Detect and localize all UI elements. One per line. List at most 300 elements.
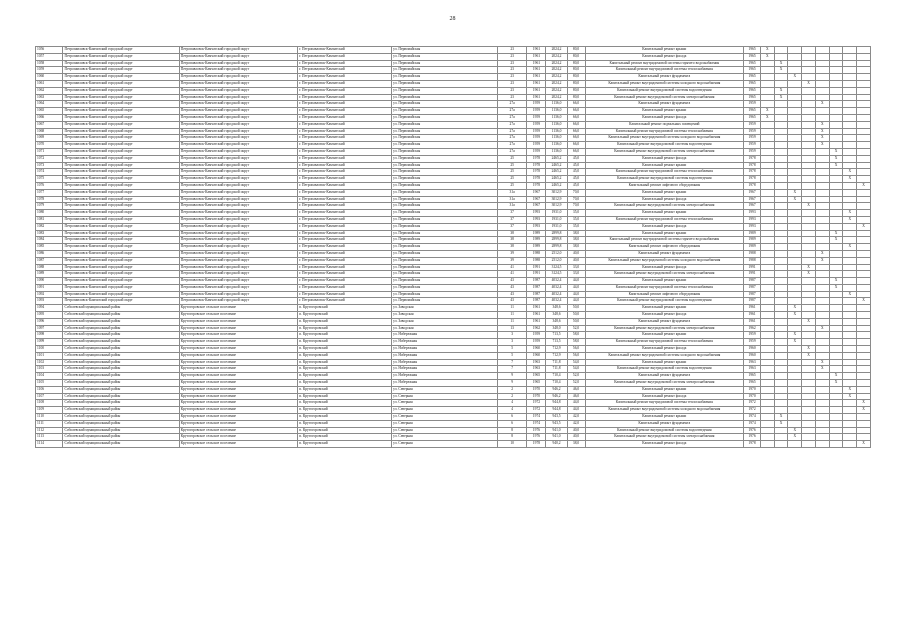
cell-m4 <box>802 380 816 387</box>
cell-city: п. Крутогоровский <box>298 305 392 312</box>
cell-city: г. Петропавловск-Камчатский <box>298 135 392 142</box>
cell-m4 <box>802 291 816 298</box>
cell-id: 1061 <box>36 80 63 87</box>
cell-year_plan: 1988 <box>744 257 761 264</box>
cell-m6 <box>829 346 843 353</box>
cell-year: 1959 <box>527 135 546 142</box>
cell-wear: 50,0 <box>567 312 585 319</box>
cell-m5 <box>815 271 829 278</box>
table-row <box>36 427 871 434</box>
cell-m6: X <box>829 155 843 162</box>
cell-area: 711,8 <box>546 366 567 373</box>
table-row <box>36 148 871 155</box>
cell-year: 1961 <box>527 94 546 101</box>
cell-m6 <box>829 366 843 373</box>
cell-m8 <box>857 67 871 74</box>
cell-wear: 50,0 <box>567 305 585 312</box>
cell-settlement: Петропавловск-Камчатский городской округ <box>179 271 297 278</box>
cell-m7 <box>843 414 857 421</box>
cell-work: Капитальный ремонт внутридомовой системы теплоснабжения <box>585 284 744 291</box>
cell-m3 <box>788 114 802 121</box>
cell-m7: X <box>843 169 857 176</box>
cell-city: г. Петропавловск-Камчатский <box>298 189 392 196</box>
cell-id: 1068 <box>36 128 63 135</box>
cell-municipality: Петропавловск-Камчатский городской округ <box>63 114 179 121</box>
cell-year: 1978 <box>527 441 546 448</box>
cell-m6 <box>829 244 843 251</box>
cell-area: 1931,0 <box>546 223 567 230</box>
cell-municipality: Петропавловск-Камчатский городской округ <box>63 162 179 169</box>
cell-area: 1136,0 <box>546 128 567 135</box>
cell-street: ул. Первомайская <box>392 108 498 115</box>
cell-m4 <box>802 155 816 162</box>
cell-year_plan: 1959 <box>744 142 761 149</box>
cell-m4 <box>802 74 816 81</box>
cell-m1 <box>760 60 774 67</box>
cell-m5 <box>815 216 829 223</box>
cell-m3 <box>788 278 802 285</box>
cell-municipality: Петропавловск-Камчатский городской округ <box>63 284 179 291</box>
cell-city: п. Крутогоровский <box>298 312 392 319</box>
cell-m6: X <box>829 230 843 237</box>
cell-year_plan: 1991 <box>744 271 761 278</box>
cell-street: ул. Первомайская <box>392 182 498 189</box>
cell-year_plan: 1967 <box>744 203 761 210</box>
cell-m4 <box>802 393 816 400</box>
cell-year: 1959 <box>527 128 546 135</box>
cell-m2 <box>774 148 788 155</box>
cell-municipality: Соболевский муниципальный район <box>63 427 179 434</box>
cell-work: Капитальный ремонт лифтового оборудования <box>585 244 744 251</box>
cell-wear: 58,0 <box>567 332 585 339</box>
cell-m8 <box>857 420 871 427</box>
cell-municipality: Соболевский муниципальный район <box>63 414 179 421</box>
cell-m8 <box>857 169 871 176</box>
cell-m2 <box>774 298 788 305</box>
cell-m5: X <box>815 128 829 135</box>
cell-m8 <box>857 94 871 101</box>
cell-m4 <box>802 189 816 196</box>
cell-m4: X <box>802 271 816 278</box>
cell-year: 1987 <box>527 298 546 305</box>
cell-m1 <box>760 250 774 257</box>
cell-year_plan: 1959 <box>744 128 761 135</box>
cell-year_plan: 1965 <box>744 108 761 115</box>
cell-city: г. Петропавловск-Камчатский <box>298 237 392 244</box>
cell-city: п. Крутогоровский <box>298 339 392 346</box>
cell-street: ул. Первомайская <box>392 94 498 101</box>
cell-municipality: Соболевский муниципальный район <box>63 312 179 319</box>
cell-house: 37 <box>497 216 527 223</box>
cell-m1 <box>760 244 774 251</box>
cell-m3 <box>788 135 802 142</box>
cell-street: ул. Набережная <box>392 352 498 359</box>
cell-year_plan: 1978 <box>744 162 761 169</box>
cell-street: ул. Первомайская <box>392 114 498 121</box>
cell-area: 1136,0 <box>546 148 567 155</box>
cell-house: 25 <box>497 169 527 176</box>
cell-m8 <box>857 101 871 108</box>
cell-year_plan: 1961 <box>744 318 761 325</box>
cell-area: 348,6 <box>546 318 567 325</box>
cell-wear: 38,0 <box>567 441 585 448</box>
cell-m4 <box>802 278 816 285</box>
cell-house: 23 <box>497 67 527 74</box>
cell-city: г. Петропавловск-Камчатский <box>298 148 392 155</box>
cell-work: Капитальный ремонт крыши <box>585 47 744 54</box>
cell-m6 <box>829 400 843 407</box>
cell-m6 <box>829 291 843 298</box>
cell-year: 1978 <box>527 155 546 162</box>
cell-m5 <box>815 312 829 319</box>
cell-wear: 35,0 <box>567 223 585 230</box>
cell-m4 <box>802 135 816 142</box>
cell-m7 <box>843 121 857 128</box>
cell-area: 2024,2 <box>546 87 567 94</box>
table-row <box>36 121 871 128</box>
table-row <box>36 203 871 210</box>
cell-city: п. Крутогоровский <box>298 414 392 421</box>
cell-m2 <box>774 237 788 244</box>
cell-id: 1065 <box>36 108 63 115</box>
cell-settlement: Крутогоровское сельское поселение <box>179 380 297 387</box>
cell-m4 <box>802 60 816 67</box>
cell-m2 <box>774 305 788 312</box>
cell-year: 1961 <box>527 87 546 94</box>
cell-year: 1959 <box>527 339 546 346</box>
cell-m6 <box>829 318 843 325</box>
cell-house: 27а <box>497 148 527 155</box>
cell-street: ул. Набережная <box>392 380 498 387</box>
cell-m5 <box>815 400 829 407</box>
cell-work: Капитальный ремонт крыши <box>585 359 744 366</box>
cell-id: 1087 <box>36 257 63 264</box>
cell-m3 <box>788 366 802 373</box>
cell-settlement: Крутогоровское сельское поселение <box>179 325 297 332</box>
table-row <box>36 366 871 373</box>
cell-m2: X <box>774 67 788 74</box>
cell-house: 5 <box>497 352 527 359</box>
cell-municipality: Петропавловск-Камчатский городской округ <box>63 278 179 285</box>
cell-year_plan: 1965 <box>744 114 761 121</box>
cell-work: Капитальный ремонт внутридомовой системы водоотведения <box>585 176 744 183</box>
cell-wear: 42,0 <box>567 420 585 427</box>
cell-id: 1098 <box>36 332 63 339</box>
cell-m1 <box>760 162 774 169</box>
cell-m3: X <box>788 74 802 81</box>
cell-m4 <box>802 244 816 251</box>
cell-municipality: Петропавловск-Камчатский городской округ <box>63 67 179 74</box>
cell-m1 <box>760 366 774 373</box>
cell-wear: 46,0 <box>567 393 585 400</box>
cell-settlement: Петропавловск-Камчатский городской округ <box>179 135 297 142</box>
cell-id: 1093 <box>36 298 63 305</box>
cell-work: Капитальный ремонт крыши <box>585 108 744 115</box>
cell-wear: 66,0 <box>567 128 585 135</box>
cell-municipality: Соболевский муниципальный район <box>63 380 179 387</box>
cell-year: 1965 <box>527 373 546 380</box>
cell-area: 2024,2 <box>546 80 567 87</box>
cell-settlement: Крутогоровское сельское поселение <box>179 359 297 366</box>
cell-m3 <box>788 352 802 359</box>
table-row <box>36 108 871 115</box>
cell-year_plan: 1989 <box>744 237 761 244</box>
cell-m2 <box>774 339 788 346</box>
cell-m1 <box>760 237 774 244</box>
cell-m8: X <box>857 223 871 230</box>
cell-m5 <box>815 237 829 244</box>
cell-area: 2024,2 <box>546 67 567 74</box>
cell-house: 2 <box>497 393 527 400</box>
cell-m3 <box>788 373 802 380</box>
cell-city: г. Петропавловск-Камчатский <box>298 74 392 81</box>
cell-house: 4 <box>497 407 527 414</box>
cell-m7 <box>843 278 857 285</box>
cell-id: 1066 <box>36 114 63 121</box>
cell-street: ул. Набережная <box>392 366 498 373</box>
cell-m4 <box>802 366 816 373</box>
cell-m4 <box>802 339 816 346</box>
cell-m4 <box>802 312 816 319</box>
cell-settlement: Петропавловск-Камчатский городской округ <box>179 244 297 251</box>
cell-year_plan: 1967 <box>744 196 761 203</box>
cell-m6: X <box>829 278 843 285</box>
cell-m3: X <box>788 196 802 203</box>
cell-m1 <box>760 189 774 196</box>
cell-work: Капитальный ремонт фасада <box>585 312 744 319</box>
table-row <box>36 94 871 101</box>
cell-year: 1978 <box>527 182 546 189</box>
cell-year: 1967 <box>527 196 546 203</box>
cell-settlement: Петропавловск-Камчатский городской округ <box>179 169 297 176</box>
cell-m4 <box>802 223 816 230</box>
cell-municipality: Соболевский муниципальный район <box>63 386 179 393</box>
cell-m6 <box>829 182 843 189</box>
cell-m7 <box>843 203 857 210</box>
cell-year_plan: 1959 <box>744 339 761 346</box>
cell-m6 <box>829 434 843 441</box>
cell-id: 1102 <box>36 359 63 366</box>
table-row <box>36 352 871 359</box>
cell-city: п. Крутогоровский <box>298 380 392 387</box>
cell-settlement: Петропавловск-Камчатский городской округ <box>179 278 297 285</box>
cell-year: 1960 <box>527 352 546 359</box>
cell-m7 <box>843 230 857 237</box>
cell-m8: X <box>857 182 871 189</box>
cell-year: 1987 <box>527 291 546 298</box>
cell-m7 <box>843 182 857 189</box>
cell-city: г. Петропавловск-Камчатский <box>298 108 392 115</box>
cell-year_plan: 1976 <box>744 427 761 434</box>
cell-house: 9 <box>497 373 527 380</box>
cell-m7 <box>843 359 857 366</box>
cell-municipality: Петропавловск-Камчатский городской округ <box>63 80 179 87</box>
cell-wear: 52,0 <box>567 325 585 332</box>
cell-year_plan: 1978 <box>744 441 761 448</box>
cell-area: 713,5 <box>546 332 567 339</box>
cell-city: г. Петропавловск-Камчатский <box>298 210 392 217</box>
cell-m2 <box>774 434 788 441</box>
cell-id: 1085 <box>36 244 63 251</box>
cell-m2 <box>774 203 788 210</box>
cell-id: 1078 <box>36 196 63 203</box>
cell-wear: 45,0 <box>567 176 585 183</box>
cell-year: 1978 <box>527 169 546 176</box>
cell-m7 <box>843 250 857 257</box>
cell-street: ул. Первомайская <box>392 80 498 87</box>
cell-m2 <box>774 108 788 115</box>
cell-area: 348,0 <box>546 325 567 332</box>
cell-municipality: Соболевский муниципальный район <box>63 393 179 400</box>
table-row <box>36 47 871 54</box>
cell-city: г. Петропавловск-Камчатский <box>298 128 392 135</box>
cell-settlement: Крутогоровское сельское поселение <box>179 312 297 319</box>
cell-area: 2465,2 <box>546 162 567 169</box>
cell-year: 1988 <box>527 257 546 264</box>
cell-m8 <box>857 271 871 278</box>
cell-area: 3012,9 <box>546 203 567 210</box>
cell-settlement: Петропавловск-Камчатский городской округ <box>179 60 297 67</box>
cell-m2 <box>774 386 788 393</box>
cell-house: 43 <box>497 278 527 285</box>
cell-street: ул. Первомайская <box>392 155 498 162</box>
cell-m6: X <box>829 380 843 387</box>
cell-m8: X <box>857 407 871 414</box>
cell-m2 <box>774 278 788 285</box>
cell-m4 <box>802 434 816 441</box>
cell-work: Капитальный ремонт внутридомовой системы водоотведения <box>585 298 744 305</box>
cell-area: 1136,0 <box>546 101 567 108</box>
table-row <box>36 257 871 264</box>
cell-work: Капитальный ремонт фундамента <box>585 250 744 257</box>
table-row <box>36 53 871 60</box>
cell-settlement: Петропавловск-Камчатский городской округ <box>179 142 297 149</box>
cell-municipality: Петропавловск-Камчатский городской округ <box>63 101 179 108</box>
cell-wear: 80,0 <box>567 74 585 81</box>
cell-m1 <box>760 346 774 353</box>
cell-m1 <box>760 278 774 285</box>
cell-year: 1976 <box>527 434 546 441</box>
cell-year: 1991 <box>527 271 546 278</box>
cell-m1 <box>760 380 774 387</box>
table-body <box>36 47 871 448</box>
cell-house: 43 <box>497 291 527 298</box>
cell-m8 <box>857 87 871 94</box>
cell-m8 <box>857 176 871 183</box>
cell-m7 <box>843 373 857 380</box>
cell-m2 <box>774 80 788 87</box>
cell-m3: X <box>788 427 802 434</box>
cell-wear: 54,0 <box>567 366 585 373</box>
cell-year_plan: 1974 <box>744 414 761 421</box>
cell-id: 1114 <box>36 441 63 448</box>
cell-m5 <box>815 352 829 359</box>
cell-id: 1072 <box>36 155 63 162</box>
cell-year: 1961 <box>527 318 546 325</box>
cell-area: 2465,2 <box>546 182 567 189</box>
cell-m1 <box>760 74 774 81</box>
cell-house: 38 <box>497 244 527 251</box>
cell-m5 <box>815 210 829 217</box>
cell-m1 <box>760 196 774 203</box>
cell-wear: 70,0 <box>567 203 585 210</box>
cell-m3 <box>788 250 802 257</box>
cell-m1 <box>760 176 774 183</box>
cell-m6 <box>829 121 843 128</box>
cell-m1 <box>760 441 774 448</box>
cell-year: 1993 <box>527 210 546 217</box>
cell-work: Капитальный ремонт лифтового оборудования <box>585 182 744 189</box>
cell-m7 <box>843 352 857 359</box>
cell-area: 1136,0 <box>546 135 567 142</box>
cell-year: 1987 <box>527 278 546 285</box>
cell-m6 <box>829 47 843 54</box>
cell-m5 <box>815 380 829 387</box>
cell-id: 1074 <box>36 169 63 176</box>
cell-m4 <box>802 53 816 60</box>
cell-m1 <box>760 434 774 441</box>
cell-settlement: Крутогоровское сельское поселение <box>179 318 297 325</box>
cell-m6: X <box>829 162 843 169</box>
cell-year: 1960 <box>527 346 546 353</box>
cell-city: г. Петропавловск-Камчатский <box>298 80 392 87</box>
cell-m2 <box>774 332 788 339</box>
cell-work: Капитальный ремонт внутридомовой системы электроснабжения <box>585 148 744 155</box>
cell-work: Капитальный ремонт внутридомовой системы водоотведения <box>585 427 744 434</box>
cell-year: 1961 <box>527 312 546 319</box>
cell-m1 <box>760 332 774 339</box>
cell-m5 <box>815 182 829 189</box>
cell-m7 <box>843 271 857 278</box>
cell-id: 1069 <box>36 135 63 142</box>
cell-m1 <box>760 427 774 434</box>
cell-m5 <box>815 291 829 298</box>
cell-area: 1136,0 <box>546 142 567 149</box>
cell-work: Капитальный ремонт подвальных помещений <box>585 121 744 128</box>
cell-m3 <box>788 414 802 421</box>
cell-city: г. Петропавловск-Камчатский <box>298 121 392 128</box>
cell-m4 <box>802 407 816 414</box>
cell-m6 <box>829 108 843 115</box>
cell-area: 2465,2 <box>546 155 567 162</box>
cell-m3 <box>788 210 802 217</box>
cell-work: Капитальный ремонт внутридомовой системы холодного водоснабжения <box>585 135 744 142</box>
cell-wear: 50,0 <box>567 318 585 325</box>
cell-m2 <box>774 182 788 189</box>
cell-settlement: Крутогоровское сельское поселение <box>179 366 297 373</box>
cell-wear: 38,0 <box>567 244 585 251</box>
cell-work: Капитальный ремонт крыши <box>585 278 744 285</box>
cell-wear: 80,0 <box>567 80 585 87</box>
cell-m8 <box>857 148 871 155</box>
cell-m8 <box>857 352 871 359</box>
cell-m6 <box>829 74 843 81</box>
cell-m4 <box>802 414 816 421</box>
cell-m4 <box>802 67 816 74</box>
cell-m3 <box>788 346 802 353</box>
cell-area: 712,9 <box>546 352 567 359</box>
cell-settlement: Крутогоровское сельское поселение <box>179 427 297 434</box>
cell-wear: 66,0 <box>567 148 585 155</box>
cell-settlement: Петропавловск-Камчатский городской округ <box>179 148 297 155</box>
cell-m1 <box>760 169 774 176</box>
cell-work: Капитальный ремонт внутридомовой системы теплоснабжения <box>585 216 744 223</box>
cell-m4 <box>802 101 816 108</box>
cell-municipality: Петропавловск-Камчатский городской округ <box>63 128 179 135</box>
cell-house: 6 <box>497 414 527 421</box>
cell-id: 1095 <box>36 312 63 319</box>
cell-id: 1083 <box>36 230 63 237</box>
